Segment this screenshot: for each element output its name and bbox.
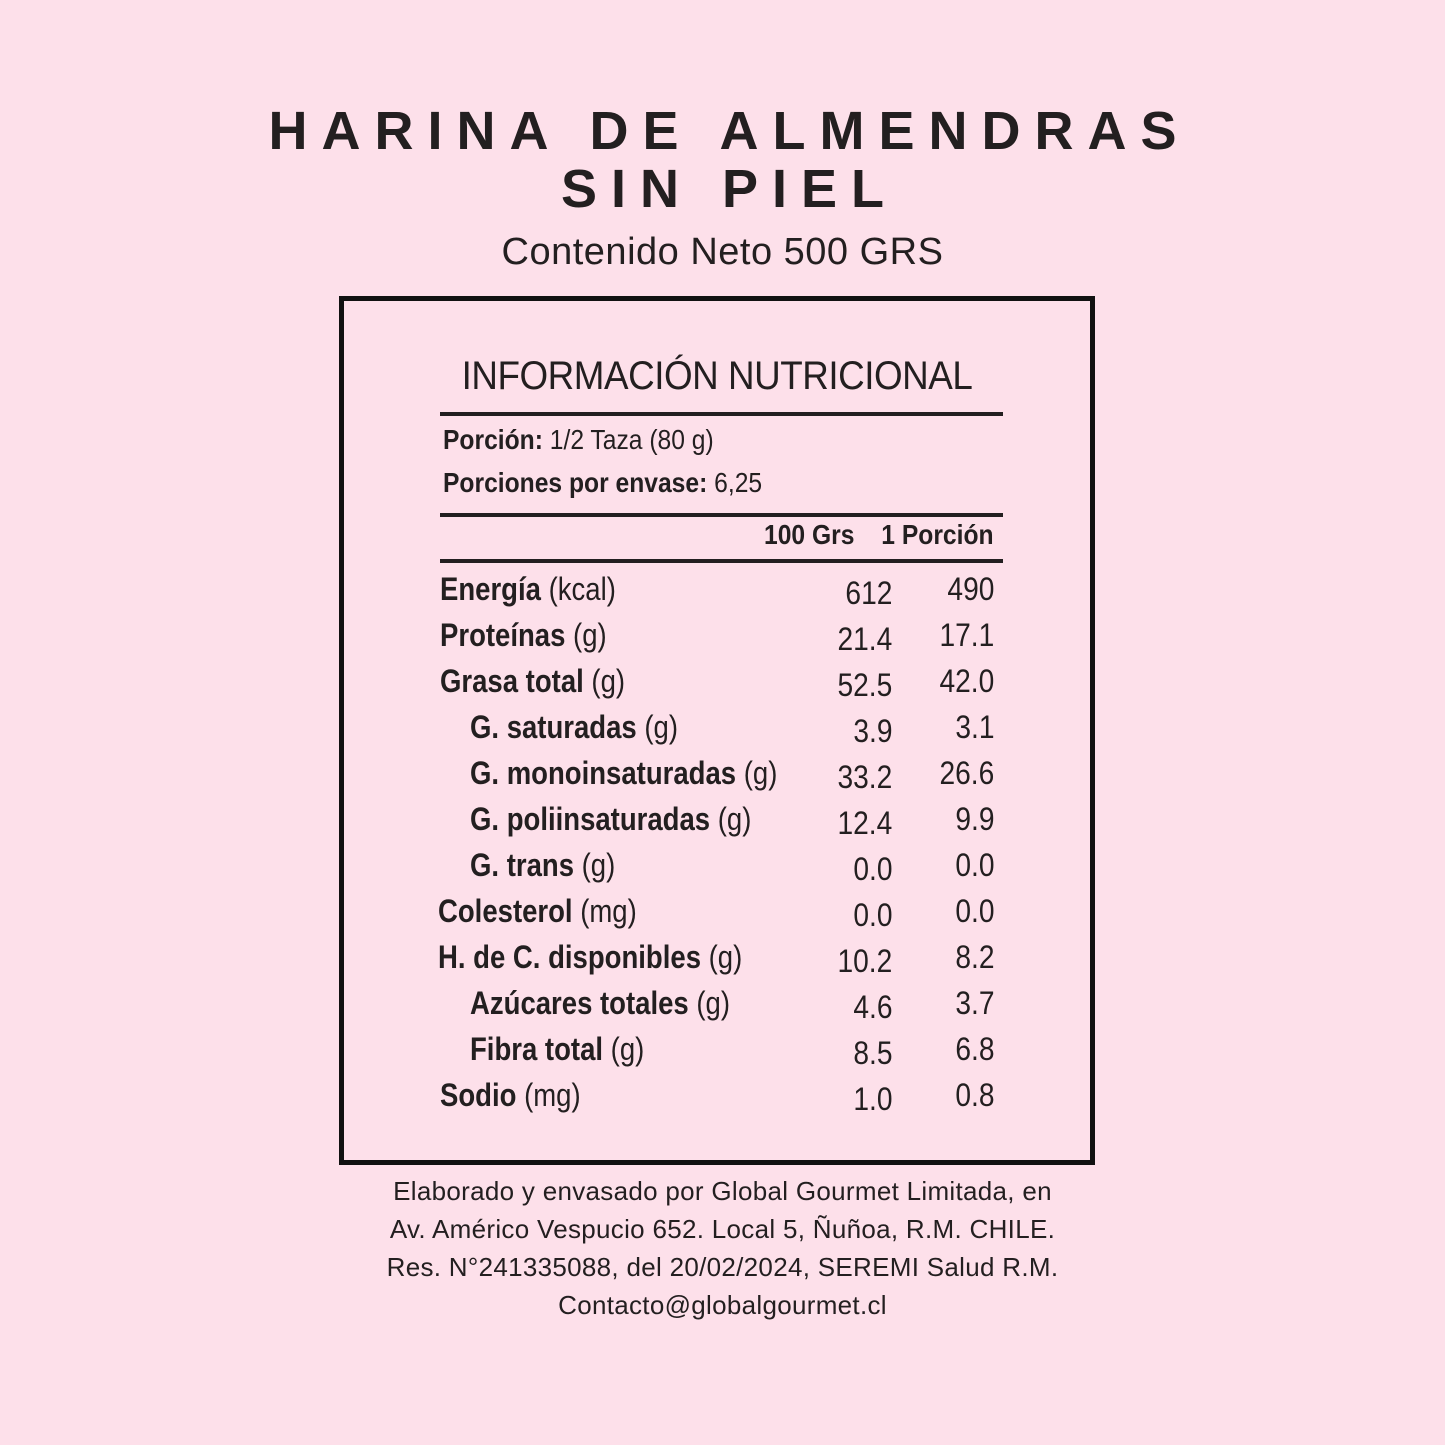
nutrient-name: H. de C. disponibles [438,939,701,975]
nutrient-unit: (g) [700,939,743,975]
nutrient-unit: (g) [565,617,607,653]
value-portion: 3.7 [954,985,994,1021]
nutrient-unit: (mg) [516,1077,581,1113]
nutrient-row [344,704,1090,750]
serving-size [443,423,714,457]
nutrient-unit: (g) [688,985,731,1021]
nutrient-row [344,612,1090,658]
value-portion: 3.1 [954,709,994,745]
column-header-100g: 100 Grs [764,519,855,550]
value-100g: 612 [845,575,892,611]
nutrient-unit: (g) [603,1031,645,1067]
value-portion: 17.1 [939,617,994,653]
nutrient-name: Colesterol [438,893,573,929]
nutrient-name: Azúcares totales [470,985,689,1021]
nutrient-unit: (mg) [572,893,637,929]
footer-line-manufacturer: Elaborado y envasado por Global Gourmet Limitada, en [393,1176,1052,1206]
value-100g: 0.0 [852,897,892,933]
value-portion: 6.8 [954,1031,994,1067]
nutrient-unit: (kcal) [540,571,616,607]
nutrient-row [344,566,1090,612]
nutrient-name: Energía [440,571,541,607]
manufacturer-info [0,1172,1445,1324]
nutrient-row [344,842,1090,888]
value-100g: 1.0 [852,1081,892,1117]
servings-per-container [443,466,762,500]
value-portion: 9.9 [954,801,994,837]
value-100g: 4.6 [852,989,892,1025]
nutrient-name: G. saturadas [470,709,637,745]
nutrient-name: G. trans [470,847,574,883]
nutrient-name: G. poliinsaturadas [470,801,711,837]
servings-value: 6,25 [707,467,763,498]
value-portion: 0.0 [954,847,994,883]
footer-line-resolution: Res. N°241335088, del 20/02/2024, SEREMI Salud R.M. [386,1252,1059,1282]
nutrient-name: Fibra total [470,1031,604,1067]
nutrient-row [344,750,1090,796]
footer-line-address: Av. Américo Vespucio 652. Local 5, Ñuñoa, R.M. CHILE. [389,1214,1056,1244]
value-100g: 33.2 [837,759,892,795]
value-portion: 0.0 [954,893,994,929]
serving-value: 1/2 Taza (80 g) [542,424,714,455]
nutrient-row [344,1026,1090,1072]
nutrient-row [344,796,1090,842]
nutrient-row [344,934,1090,980]
value-100g: 0.0 [852,851,892,887]
value-100g: 10.2 [837,943,892,979]
nutrient-row [344,1072,1090,1118]
value-100g: 8.5 [852,1035,892,1071]
nutrient-name: Grasa total [440,663,584,699]
nutrition-facts-panel [339,296,1095,1165]
value-100g: 21.4 [837,621,892,657]
nutrient-unit: (g) [583,663,626,699]
value-portion: 8.2 [954,939,994,975]
value-100g: 3.9 [852,713,892,749]
nutrient-unit: (g) [736,755,778,791]
nutrient-name: Sodio [440,1077,517,1113]
nutrient-row [344,658,1090,704]
divider [440,559,1003,563]
product-title-line1: HARINA DE ALMENDRAS [268,101,1191,161]
value-100g: 12.4 [837,805,892,841]
serving-label: Porción: [443,424,543,455]
divider [440,412,1003,416]
nutrient-unit: (g) [636,709,678,745]
column-header-portion: 1 Porción [881,519,994,550]
nutrient-unit: (g) [573,847,616,883]
value-portion: 42.0 [939,663,994,699]
value-portion: 490 [947,571,994,607]
nutrient-row [344,888,1090,934]
nutrient-unit: (g) [710,801,752,837]
nutrition-title: INFORMACIÓN NUTRICIONAL [461,354,973,398]
contact-email: Contacto@globalgourmet.cl [558,1290,887,1320]
value-portion: 0.8 [954,1077,994,1113]
nutrient-name: G. monoinsaturadas [470,755,737,791]
nutrient-name: Proteínas [440,617,566,653]
value-portion: 26.6 [939,755,994,791]
value-100g: 52.5 [837,667,892,703]
product-title-line2: SIN PIEL [560,159,899,219]
servings-label: Porciones por envase: [443,467,708,498]
net-content: Contenido Neto 500 GRS [501,231,944,273]
nutrient-row [344,980,1090,1026]
